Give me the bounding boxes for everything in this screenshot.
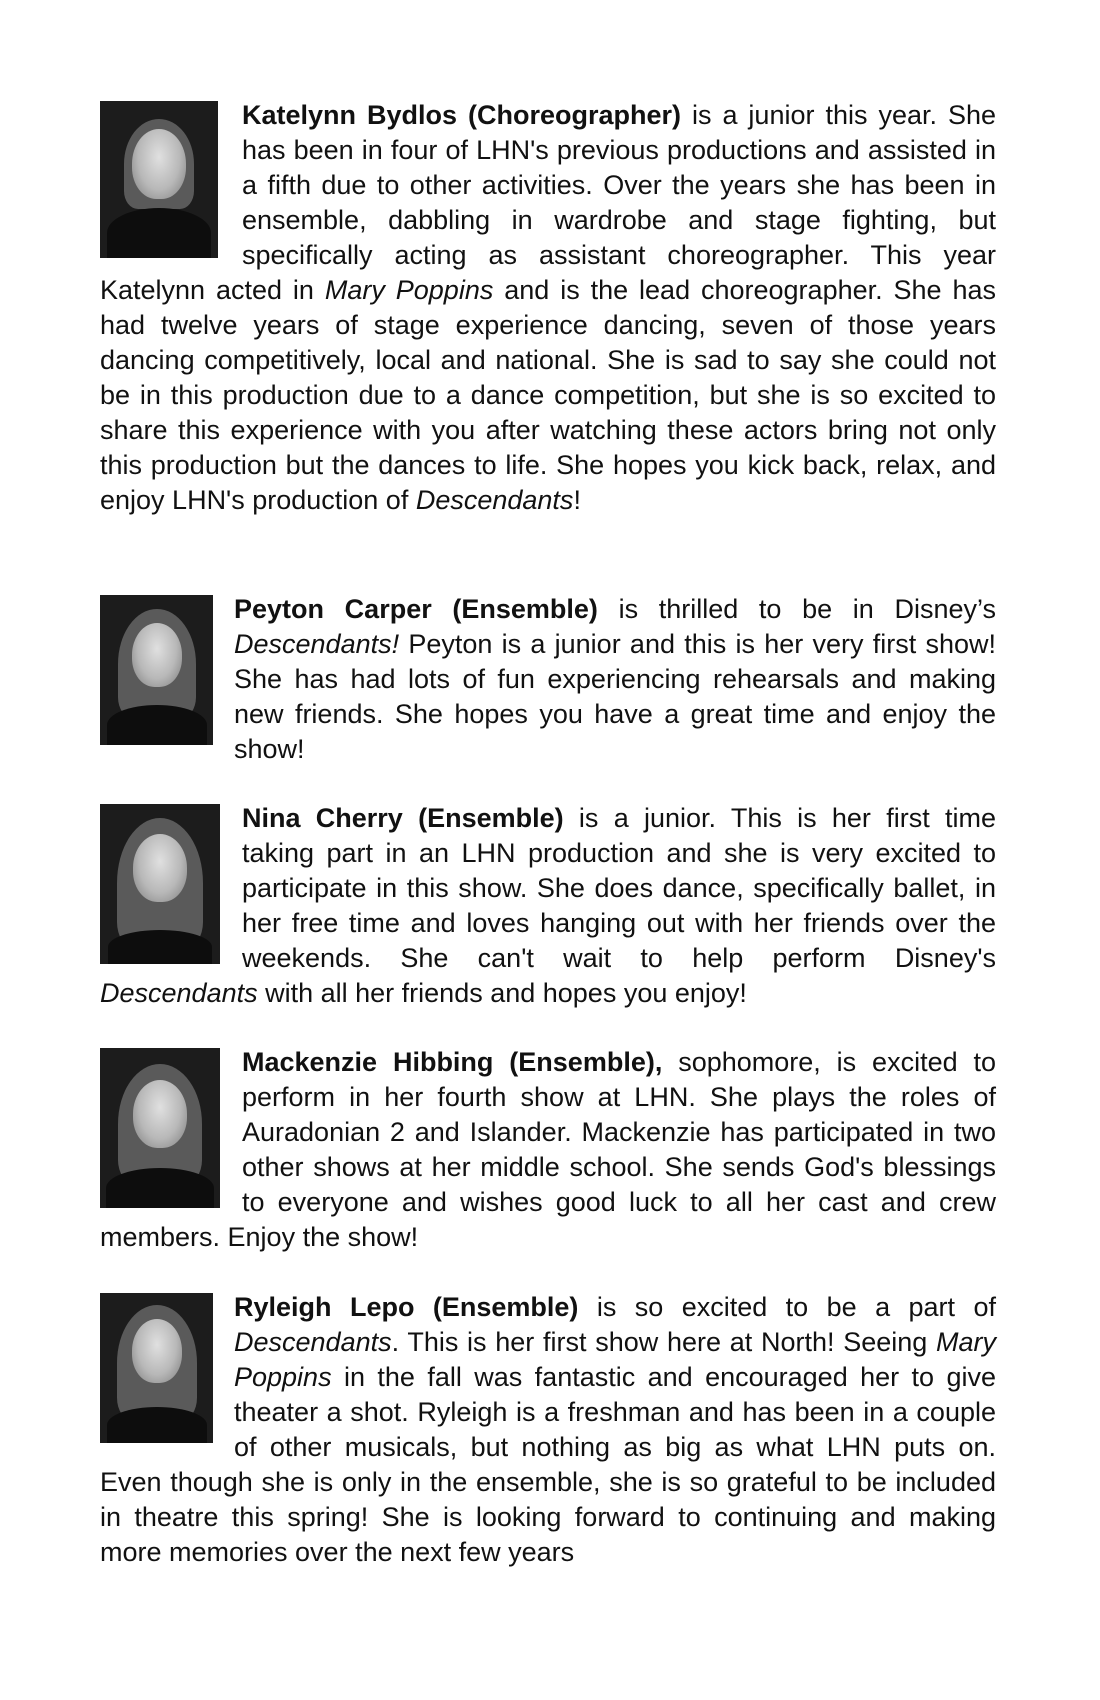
cast-name: Peyton Carper (Ensemble) [234,594,598,624]
bio-katelynn-bydlos: Katelynn Bydlos (Choreographer) is a junior this year. She has been in four of LHN's previous productions and assisted in a fifth due to other activities. Over the years she has been in ensemble, dabbling in wardrobe and stage fighting, but specifically acting as assistant choreographer. This year Katelynn acted in Mary Poppins and is the lead choreographer. She has had twelve years of stage experience dancing, seven of those years dancing competitively, local and national. She is sad to say she could not be in this production due to a dance competition, but she is so excited to share this experience with you after watching these actors bring not only this production but the dances to life. She hopes you kick back, relax, and enjoy LHN's production of Descendants! [100,100,996,515]
bio-nina-cherry: Nina Cherry (Ensemble) is a junior. This is her first time taking part in an LHN production and she is very excited to participate in this show. She does dance, specifically ballet, in her free time and loves hanging out with her friends over the weekends. She can't wait to help perform Disney's Descendants with all her friends and hopes you enjoy! [100,803,996,1008]
bio-mackenzie-hibbing: Mackenzie Hibbing (Ensemble), sophomore, is excited to perform in her fourth show at LHN. She plays the roles of Auradonian 2 and Islander. Mackenzie has participated in two other shows at her middle school. She sends God's blessings to everyone and wishes good luck to all her cast and crew members. Enjoy the show! [100,1047,997,1252]
headshot-katelynn-bydlos [100,101,218,258]
headshot-ryleigh-lepo [100,1293,213,1443]
bio-peyton-carper: Peyton Carper (Ensemble) is thrilled to be in Disney’s Descendants! Peyton is a junior and this is her very first show! She has had lots of fun experiencing rehearsals and making new friends. She hopes you have a great time and enjoy the show! [100,592,996,767]
cast-name: Nina Cherry (Ensemble) [242,803,564,833]
cast-name: Katelynn Bydlos (Choreographer) [242,100,681,130]
headshot-mackenzie-hibbing [100,1048,220,1208]
bio-ryleigh-lepo: Ryleigh Lepo (Ensemble) is so excited to be a part of Descendants. This is her first show here at North! Seeing Mary Poppins in the fall was fantastic and encouraged her to give theater a shot. Ryleigh is a freshman and has been in a couple of other musicals, but nothing as big as what LHN puts on. Even though she is only in the ensemble, she is so grateful to be included in theatre this spring! She is looking forward to continuing and making more memories over the next few years [100,1292,996,1567]
headshot-nina-cherry [100,804,220,964]
headshot-peyton-carper [100,595,213,745]
cast-name: Mackenzie Hibbing (Ensemble), [242,1047,663,1077]
cast-name: Ryleigh Lepo (Ensemble) [234,1292,579,1322]
